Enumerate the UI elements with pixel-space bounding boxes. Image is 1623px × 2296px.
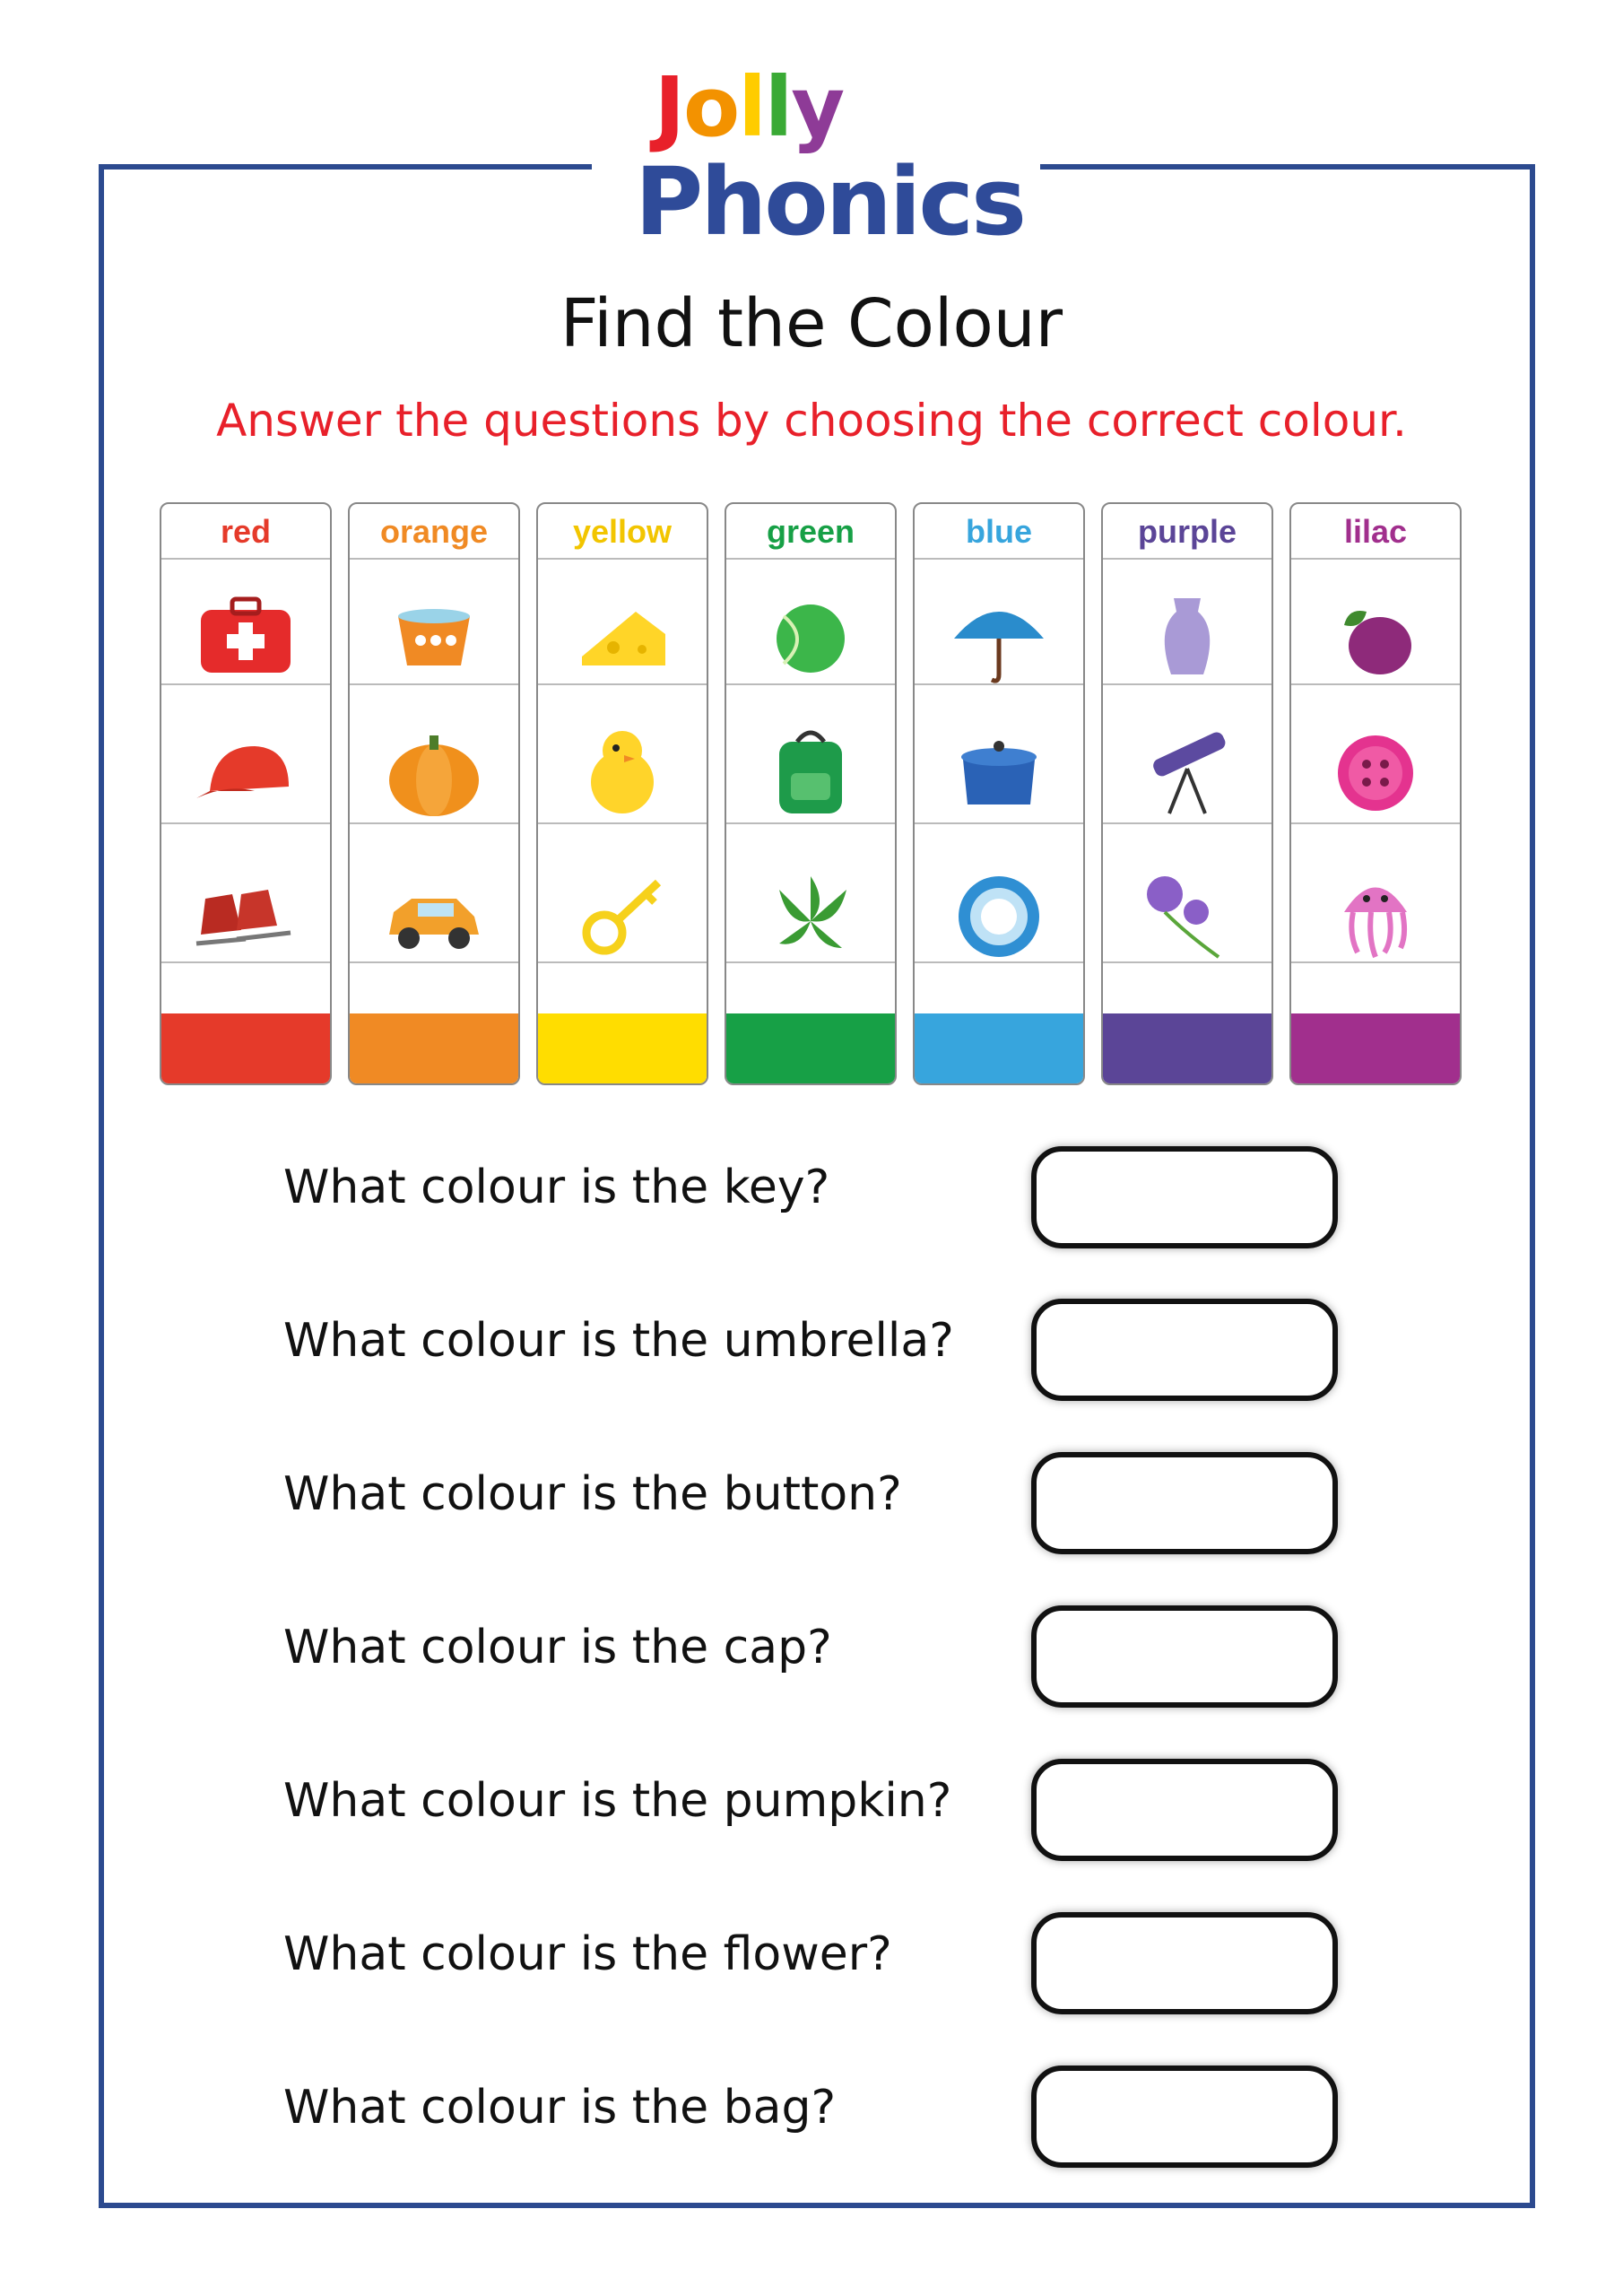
question-bag: What colour is the bag? xyxy=(283,2081,837,2135)
colour-bar xyxy=(161,1013,330,1083)
vase-icon xyxy=(1133,585,1241,692)
colour-strips xyxy=(160,502,1462,1085)
strip-orange xyxy=(348,502,520,1085)
pot-icon xyxy=(945,719,1053,827)
colour-bar xyxy=(538,1013,707,1083)
strip-red xyxy=(160,502,332,1085)
question-umbrella: What colour is the umbrella? xyxy=(283,1314,954,1368)
chick-icon xyxy=(568,719,676,827)
question-flower: What colour is the flower? xyxy=(283,1927,892,1981)
page-title: Find the Colour xyxy=(560,285,1063,362)
answer-box-button[interactable] xyxy=(1031,1452,1338,1554)
strip-label: green xyxy=(766,513,855,550)
jellyfish-icon xyxy=(1322,863,1429,970)
umbrella-icon xyxy=(945,585,1053,692)
colour-bar xyxy=(1103,1013,1271,1083)
answer-box-cap[interactable] xyxy=(1031,1605,1338,1708)
answer-box-umbrella[interactable] xyxy=(1031,1299,1338,1401)
strip-blue xyxy=(913,502,1085,1085)
colour-bar xyxy=(726,1013,895,1083)
strip-label: purple xyxy=(1137,513,1237,550)
strip-green xyxy=(725,502,897,1085)
telescope-icon xyxy=(1133,719,1241,827)
answer-box-pumpkin[interactable] xyxy=(1031,1759,1338,1861)
strip-label: orange xyxy=(379,513,489,550)
question-pumpkin: What colour is the pumpkin? xyxy=(283,1774,952,1828)
strip-yellow xyxy=(536,502,708,1085)
plate-icon xyxy=(945,863,1053,970)
instruction-text: Answer the questions by choosing the correct colour. xyxy=(216,395,1407,447)
car-icon xyxy=(380,863,488,970)
question-key: What colour is the key? xyxy=(283,1161,830,1214)
strip-label: blue xyxy=(965,513,1032,550)
question-button: What colour is the button? xyxy=(283,1467,902,1521)
strip-lilac xyxy=(1289,502,1462,1085)
logo-phonics: Phonics xyxy=(635,147,1024,257)
jolly-phonics-logo xyxy=(592,59,1040,269)
pumpkin-icon xyxy=(380,719,488,827)
strip-label: red xyxy=(220,513,272,550)
strip-label: lilac xyxy=(1343,513,1408,550)
skates-icon xyxy=(192,863,299,970)
answer-box-flower[interactable] xyxy=(1031,1912,1338,2014)
strip-purple xyxy=(1101,502,1273,1085)
leaf-icon xyxy=(757,863,864,970)
cheese-icon xyxy=(568,585,676,692)
answer-box-key[interactable] xyxy=(1031,1146,1338,1248)
plum-icon xyxy=(1322,585,1429,692)
logo-jolly: Jolly xyxy=(654,59,844,155)
bag-icon xyxy=(757,719,864,827)
colour-bar xyxy=(915,1013,1083,1083)
button-icon xyxy=(1322,719,1429,827)
ball-icon xyxy=(757,585,864,692)
flower-icon xyxy=(1133,863,1241,970)
question-cap: What colour is the cap? xyxy=(283,1621,832,1674)
answer-box-bag[interactable] xyxy=(1031,2066,1338,2168)
first-aid-kit-icon xyxy=(192,585,299,692)
teacup-icon xyxy=(380,585,488,692)
colour-bar xyxy=(1291,1013,1460,1083)
key-icon xyxy=(568,863,676,970)
colour-bar xyxy=(350,1013,518,1083)
cap-icon xyxy=(192,719,299,827)
strip-label: yellow xyxy=(572,513,673,550)
